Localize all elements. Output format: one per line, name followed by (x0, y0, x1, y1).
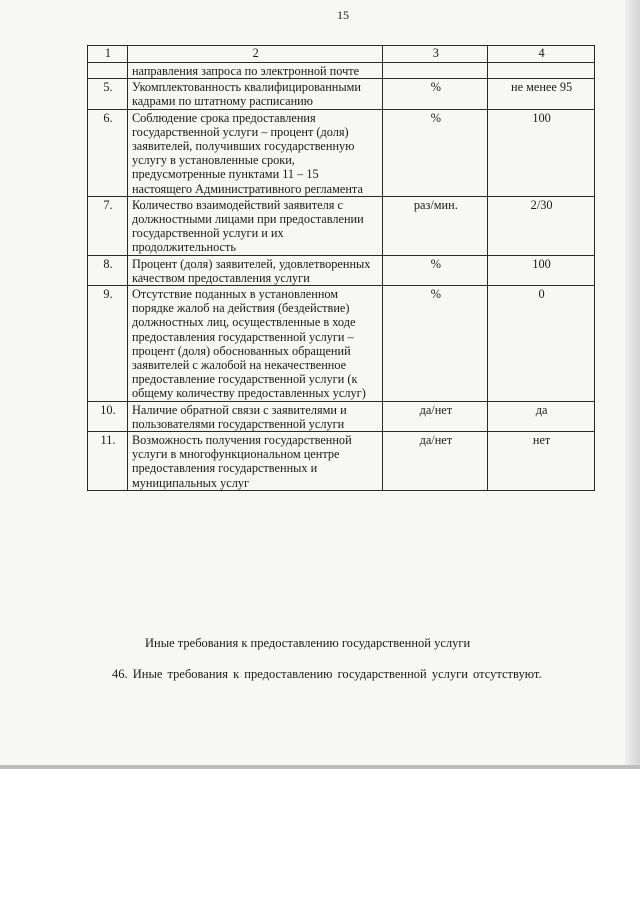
scan-shadow-edge (625, 0, 640, 768)
value-cell (488, 63, 595, 79)
table-row (88, 196, 595, 255)
indicator-text: Укомплектованность квалифицированными кадрами по штатному расписанию (127, 79, 383, 109)
value-cell: 100 (488, 255, 595, 285)
value-cell: да (488, 401, 595, 431)
row-number: 6. (88, 109, 128, 196)
scan-bottom-edge (0, 765, 640, 769)
column-header: 2 (127, 46, 383, 63)
indicator-text: Отсутствие поданных в установленном порядке жалоб на действия (бездействие) должностных лиц, осуществленные в ходе предоставления государственной услуги – процент (доля) обоснованных обращений заявителей с жалобой на некачественное предоставление государственной услуги (к общему количеству предоставленных услуг) (127, 286, 383, 402)
table-row (88, 63, 595, 79)
unit-cell (383, 63, 488, 79)
indicator-text: Возможность получения государственной услуги в многофункциональном центре предоставления государственных и муниципальных услуг (127, 432, 383, 491)
column-header: 3 (383, 46, 488, 63)
value-cell: 0 (488, 286, 595, 402)
unit-cell: % (383, 286, 488, 402)
indicator-text: Количество взаимодействий заявителя с должностными лицами при предоставлении государственной услуги и их продолжительность (127, 196, 383, 255)
row-number: 7. (88, 196, 128, 255)
section-heading: Иные требования к предоставлению государственной услуги (145, 636, 471, 650)
page-number: 15 (337, 8, 349, 22)
unit-cell: да/нет (383, 401, 488, 431)
table-row (88, 401, 595, 431)
table-row (88, 79, 595, 109)
unit-cell: да/нет (383, 432, 488, 491)
unit-cell: % (383, 109, 488, 196)
indicator-text: Наличие обратной связи с заявителями и пользователями государственной услуги (127, 401, 383, 431)
unit-cell: % (383, 255, 488, 285)
table-row (88, 255, 595, 285)
unit-cell: раз/мин. (383, 196, 488, 255)
column-header: 1 (88, 46, 128, 63)
row-number (88, 63, 128, 79)
row-number: 9. (88, 286, 128, 402)
indicators-table (87, 45, 595, 491)
row-number: 11. (88, 432, 128, 491)
table-row (88, 432, 595, 491)
table-header-row (88, 46, 595, 63)
row-number: 10. (88, 401, 128, 431)
unit-cell: % (383, 79, 488, 109)
row-number: 8. (88, 255, 128, 285)
value-cell: 2/30 (488, 196, 595, 255)
value-cell: нет (488, 432, 595, 491)
indicator-text: Соблюдение срока предоставления государственной услуги – процент (доля) заявителей, получивших государственную услугу в установленные сроки, предусмотренные пунктами 11 – 15 настоящего Административного регламента (127, 109, 383, 196)
value-cell: не менее 95 (488, 79, 595, 109)
table-row (88, 109, 595, 196)
indicator-text: направления запроса по электронной почте (127, 63, 383, 79)
table-row (88, 286, 595, 402)
row-number: 5. (88, 79, 128, 109)
paragraph-46: 46. Иные требования к предоставлению государственной услуги отсутствуют. (112, 667, 542, 681)
value-cell: 100 (488, 109, 595, 196)
indicator-text: Процент (доля) заявителей, удовлетворенных качеством предоставления услуги (127, 255, 383, 285)
column-header: 4 (488, 46, 595, 63)
